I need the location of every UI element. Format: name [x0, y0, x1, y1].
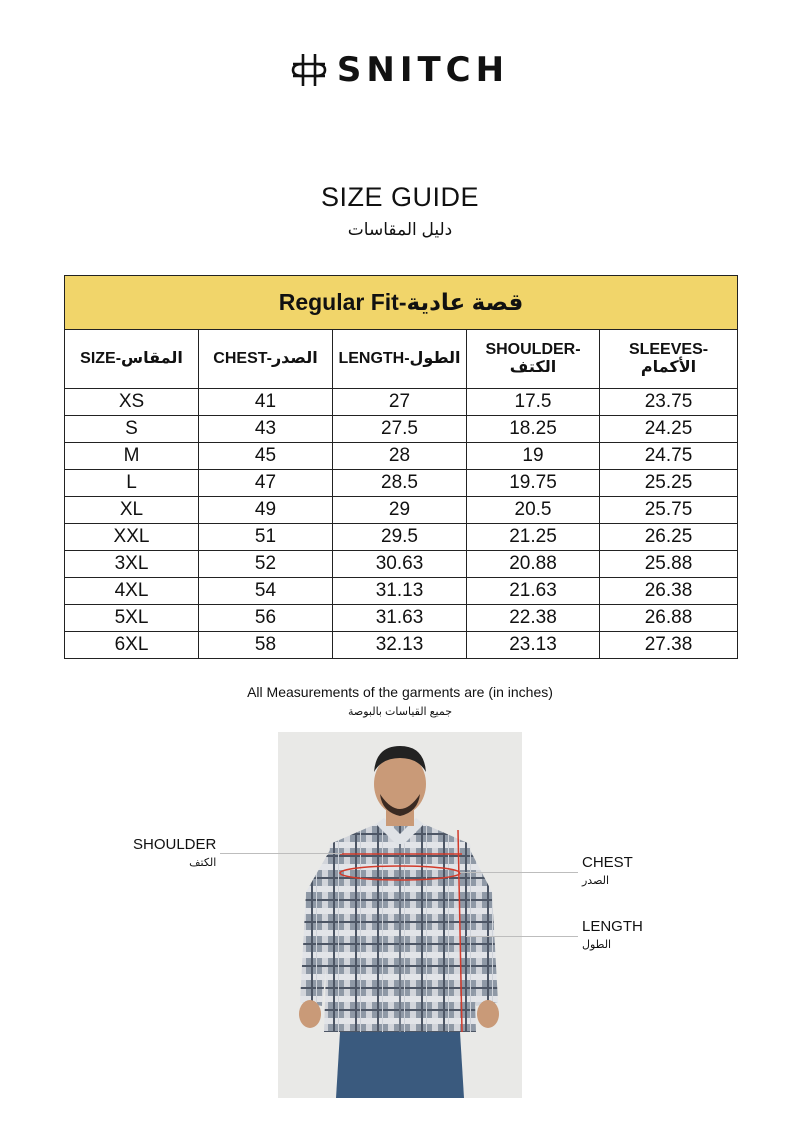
cell-size: XXL	[65, 524, 199, 551]
cell-chest: 54	[199, 578, 333, 605]
cell-length: 28	[333, 443, 467, 470]
cell-shoulder: 20.88	[467, 551, 600, 578]
cell-length: 30.63	[333, 551, 467, 578]
snitch-logo-icon	[291, 52, 327, 88]
cell-shoulder: 21.25	[467, 524, 600, 551]
cell-chest: 58	[199, 632, 333, 659]
page-title-arabic: دليل المقاسات	[347, 220, 453, 239]
table-row	[65, 605, 738, 632]
brand-name: SNITCH	[336, 50, 510, 90]
column-header-ar: الصدر	[271, 350, 318, 367]
shoulder-leader-line	[220, 853, 342, 854]
cell-sleeves: 26.38	[600, 578, 738, 605]
cell-sleeves: 25.25	[600, 470, 738, 497]
shoulder-label-en: SHOULDER	[133, 836, 217, 853]
table-row	[65, 443, 738, 470]
cell-length: 29.5	[333, 524, 467, 551]
column-header-ar: الأكمام	[640, 359, 697, 376]
measurement-note: All Measurements of the garments are (in inches)	[247, 684, 553, 700]
cell-shoulder: 20.5	[467, 497, 600, 524]
cell-sleeves: 25.88	[600, 551, 738, 578]
column-header-ar: الكتف	[509, 359, 557, 376]
cell-length: 27.5	[333, 416, 467, 443]
column-header-ar: المقاس	[121, 350, 183, 367]
fit-type-header: Regular Fit-قصة عادية	[65, 276, 738, 330]
cell-length: 28.5	[333, 470, 467, 497]
length-label-ar: الطول	[582, 939, 612, 951]
column-header-en: SIZE-	[80, 350, 122, 367]
chest-label-ar: الصدر	[582, 875, 610, 887]
cell-sleeves: 23.75	[600, 389, 738, 416]
shoulder-label-ar: الكتف	[189, 857, 217, 869]
cell-chest: 47	[199, 470, 333, 497]
cell-sleeves: 25.75	[600, 497, 738, 524]
table-row	[65, 470, 738, 497]
size-table-body	[65, 389, 738, 659]
cell-size: S	[65, 416, 199, 443]
shoulder-label	[133, 836, 216, 872]
cell-size: 5XL	[65, 605, 199, 632]
chest-leader-line	[460, 872, 578, 873]
model-illustration	[278, 732, 522, 1098]
column-header-ar: الطول	[409, 350, 461, 367]
cell-size: 4XL	[65, 578, 199, 605]
cell-length: 31.13	[333, 578, 467, 605]
cell-size: M	[65, 443, 199, 470]
column-header-sleeves	[600, 330, 738, 389]
chest-label-en: CHEST	[582, 854, 633, 871]
column-header-en: SHOULDER-	[485, 341, 581, 358]
cell-size: 3XL	[65, 551, 199, 578]
cell-length: 29	[333, 497, 467, 524]
cell-sleeves: 24.25	[600, 416, 738, 443]
cell-shoulder: 18.25	[467, 416, 600, 443]
column-header-en: LENGTH-	[338, 350, 410, 367]
cell-shoulder: 23.13	[467, 632, 600, 659]
cell-sleeves: 26.88	[600, 605, 738, 632]
cell-length: 27	[333, 389, 467, 416]
column-header-en: CHEST-	[213, 350, 272, 367]
cell-chest: 56	[199, 605, 333, 632]
table-row	[65, 632, 738, 659]
cell-length: 32.13	[333, 632, 467, 659]
length-label	[582, 918, 643, 954]
cell-size: XS	[65, 389, 199, 416]
table-row	[65, 551, 738, 578]
cell-shoulder: 17.5	[467, 389, 600, 416]
cell-shoulder: 19	[467, 443, 600, 470]
cell-sleeves: 24.75	[600, 443, 738, 470]
table-row	[65, 578, 738, 605]
table-row	[65, 389, 738, 416]
cell-chest: 41	[199, 389, 333, 416]
length-label-en: LENGTH	[582, 918, 643, 935]
cell-shoulder: 22.38	[467, 605, 600, 632]
cell-chest: 49	[199, 497, 333, 524]
cell-size: 6XL	[65, 632, 199, 659]
cell-chest: 51	[199, 524, 333, 551]
measurement-note-arabic: جميع القياسات بالبوصة	[347, 706, 453, 718]
cell-size: L	[65, 470, 199, 497]
column-header-length	[333, 330, 467, 389]
column-header-shoulder	[467, 330, 600, 389]
column-header-en: SLEEVES-	[628, 341, 709, 358]
cell-length: 31.63	[333, 605, 467, 632]
cell-chest: 52	[199, 551, 333, 578]
cell-shoulder: 19.75	[467, 470, 600, 497]
table-row	[65, 416, 738, 443]
table-row	[65, 497, 738, 524]
size-table	[64, 275, 738, 659]
cell-sleeves: 27.38	[600, 632, 738, 659]
column-header-size	[65, 330, 199, 389]
column-header-chest	[199, 330, 333, 389]
cell-shoulder: 21.63	[467, 578, 600, 605]
model-photo	[278, 732, 522, 1098]
page-title: SIZE GUIDE	[320, 182, 480, 212]
brand-logo	[0, 50, 800, 90]
chest-label	[582, 854, 633, 890]
length-leader-line	[466, 936, 578, 937]
cell-size: XL	[65, 497, 199, 524]
cell-chest: 43	[199, 416, 333, 443]
cell-chest: 45	[199, 443, 333, 470]
cell-sleeves: 26.25	[600, 524, 738, 551]
table-row	[65, 524, 738, 551]
